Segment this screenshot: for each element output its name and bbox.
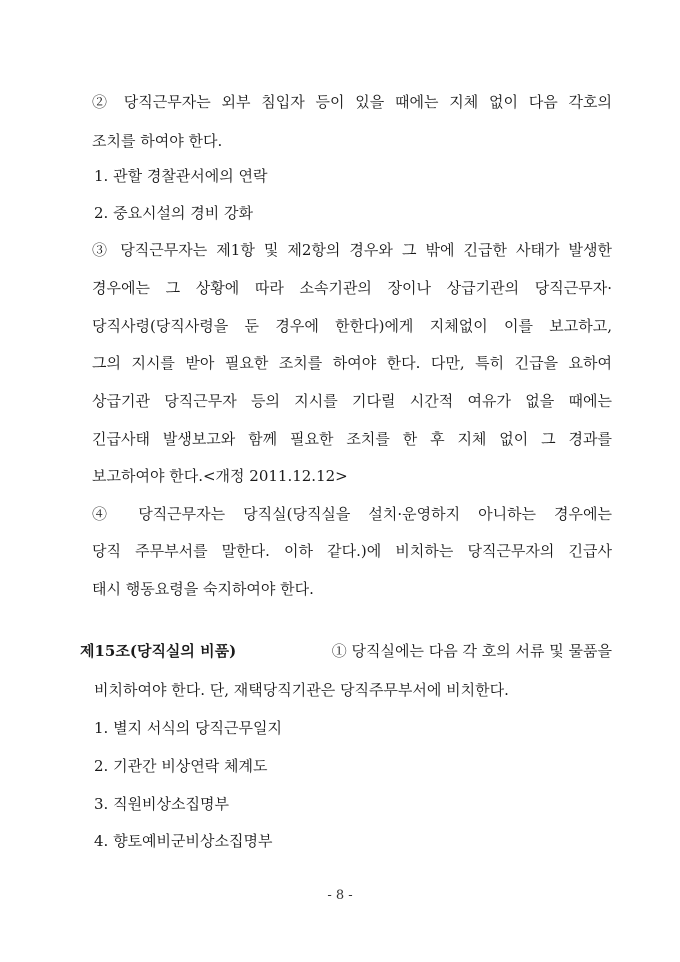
list-item-2: 2. 중요시설의 경비 강화 <box>94 204 254 222</box>
article-15-heading: 제15조(당직실의 비품) <box>80 642 237 660</box>
page-number: - 8 - <box>327 888 353 903</box>
paragraph-2-line-1: ② 당직근무자는 외부 침입자 등이 있을 때에는 지체 없이 다음 각호의 <box>92 93 612 111</box>
paragraph-3-line-1: ③ 당직근무자는 제1항 및 제2항의 경우와 그 밖에 긴급한 사태가 발생한 <box>92 241 612 259</box>
list-item-1: 1. 관할 경찰관서에의 연락 <box>94 167 268 185</box>
paragraph-3-line-7: 보고하여야 한다.<개정 2011.12.12> <box>92 467 348 485</box>
paragraph-3-line-2: 경우에는 그 상황에 따라 소속기관의 장이나 상급기관의 당직근무자· <box>92 279 612 297</box>
paragraph-2-line-2: 조치를 하여야 한다. <box>92 132 223 150</box>
paragraph-3-line-6: 긴급사태 발생보고와 함께 필요한 조치를 한 후 지체 없이 그 경과를 <box>92 430 612 448</box>
paragraph-4-line-3: 태시 행동요령을 숙지하여야 한다. <box>92 580 314 598</box>
article-15-line-1 <box>80 641 612 661</box>
article-15-line-2: 비치하여야 한다. 단, 재택당직기관은 당직주무부서에 비치한다. <box>94 681 509 699</box>
paragraph-3-line-4: 그의 지시를 받아 필요한 조치를 하여야 한다. 다만, 특히 긴급을 요하여 <box>92 354 612 372</box>
article-15-item-4: 4. 향토예비군비상소집명부 <box>94 832 273 850</box>
paragraph-4-line-1: ④ 당직근무자는 당직실(당직실을 설치·운영하지 아니하는 경우에는 <box>92 505 612 523</box>
article-15-item-3: 3. 직원비상소집명부 <box>94 795 230 813</box>
paragraph-4-line-2: 당직 주무부서를 말한다. 이하 같다.)에 비치하는 당직근무자의 긴급사 <box>92 542 612 560</box>
article-15-item-1: 1. 별지 서식의 당직근무일지 <box>94 719 283 737</box>
article-15-paragraph-1-start: ① 당직실에는 다음 각 호의 서류 및 물품을 <box>331 642 612 660</box>
article-15-item-2: 2. 기관간 비상연락 체계도 <box>94 757 268 775</box>
paragraph-3-line-3: 당직사령(당직사령을 둔 경우에 한한다)에게 지체없이 이를 보고하고, <box>92 317 612 335</box>
paragraph-3-line-5: 상급기관 당직근무자 등의 지시를 기다릴 시간적 여유가 없을 때에는 <box>92 392 612 410</box>
